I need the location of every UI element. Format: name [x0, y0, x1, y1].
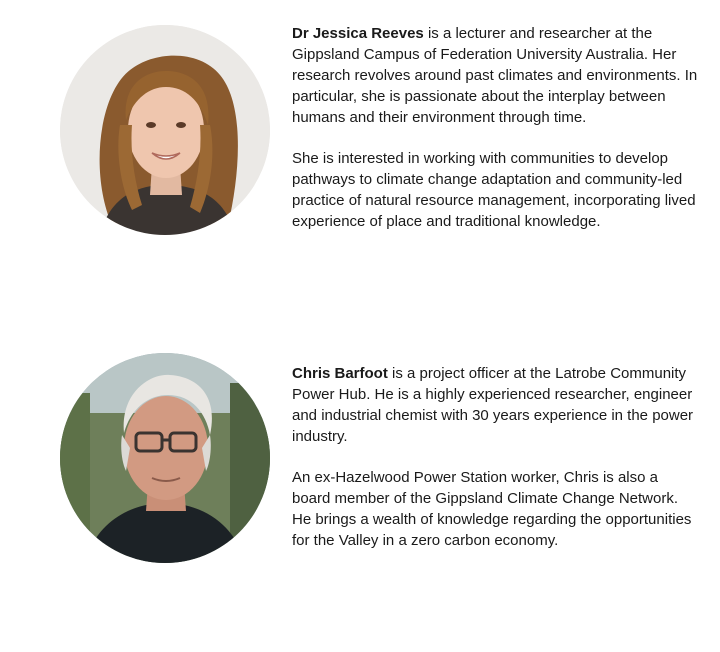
person-name: Dr Jessica Reeves	[292, 25, 424, 42]
person-name: Chris Barfoot	[292, 365, 388, 382]
avatar-chris-barfoot	[60, 353, 270, 563]
bio-intro-paragraph	[292, 363, 700, 447]
portrait-man-photo	[60, 353, 270, 563]
bio-intro-paragraph	[292, 23, 700, 128]
bio-intro-text: is a project officer at the Latrobe Community Power Hub. He is a highly experienced researcher, engineer and industrial chemist with 30 years experience in the power industry.	[292, 365, 694, 445]
bio-intro-text: is a lecturer and researcher at the Gippsland Campus of Federation University Australia. Her research revolves around past climates and environments. In particular, she is passionate about the interplay between humans and their environment through time.	[292, 25, 698, 126]
avatar-jessica-reeves	[60, 25, 270, 235]
portrait-woman-photo	[60, 25, 270, 235]
bio-jessica-reeves	[292, 23, 700, 232]
bio-more-paragraph: An ex-Hazelwood Power Station worker, Chris is also a board member of the Gippsland Climate Change Network. He brings a wealth of knowledge regarding the opportunities for the Valley in a zero carbon economy.	[292, 469, 692, 549]
bio-more-paragraph: She is interested in working with communities to develop pathways to climate change adaptation and community-led practice of natural resource management, incorporating lived experience of place and traditional knowledge.	[292, 150, 696, 230]
bio-chris-barfoot	[292, 363, 700, 551]
